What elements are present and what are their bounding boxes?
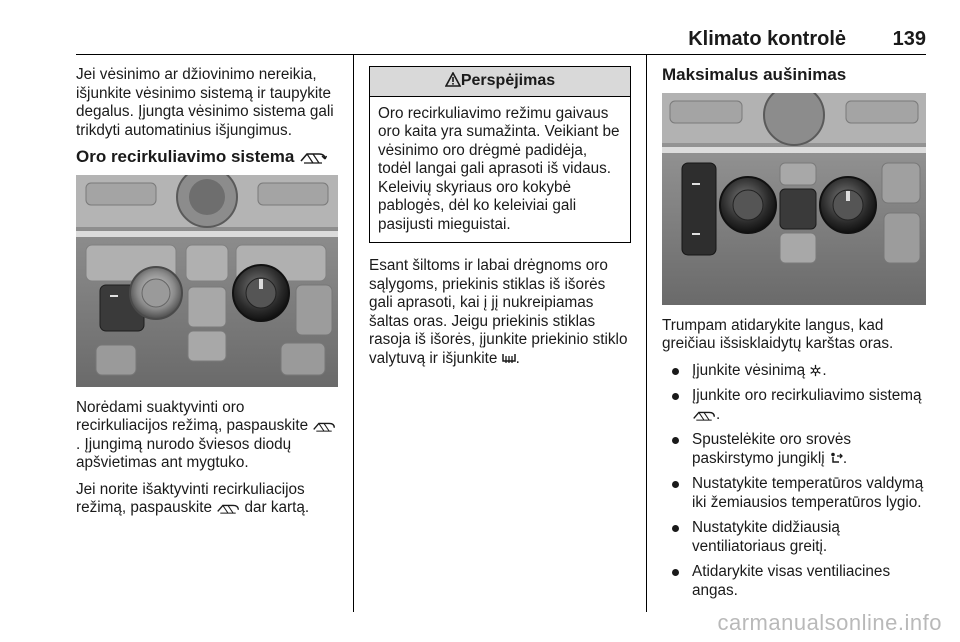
step-text-end: .	[842, 449, 848, 467]
list-item	[662, 387, 926, 424]
max-cooling-intro: Trumpam atidarykite langus, kad greičiau išsisklaidytų karštas oras.	[662, 316, 894, 352]
step-text: Nustatykite temperatūros valdymą iki žemiausios temperatūros lygio.	[692, 475, 924, 511]
step-text-end: .	[716, 405, 721, 423]
recirculation-icon	[299, 150, 327, 164]
climate-panel-photo	[76, 175, 338, 387]
step-text: Atidarykite visas ventiliacines angas.	[692, 563, 891, 599]
step-text: Įjunkite vėsinimą	[692, 361, 806, 379]
step-text: Įjunkite oro recirkuliavimo sistemą	[692, 387, 922, 404]
bullet-dot	[672, 393, 679, 400]
column-middle	[369, 66, 631, 376]
recirculation-icon	[216, 502, 240, 514]
step-text: Nustatykite didžiausią ventiliatoriaus greitį.	[692, 519, 840, 555]
warning-body: Oro recirkuliavimo režimu gaivaus oro kaita yra sumažinta. Veikiant be vėsinimo oro drėgmė padidėja, todėl langai gali aprasoti iš vidaus. Keleivių skyriaus oro kokybė pablogės, dėl ko keleiviai gali pasijusti mieguistai.	[378, 104, 620, 233]
deactivate-paragraph	[76, 481, 338, 518]
step-text: Spustelėkite oro srovės paskirstymo jungiklį	[692, 431, 851, 467]
column-right	[662, 66, 926, 607]
air-distribution-icon	[829, 452, 843, 465]
max-cooling-steps	[662, 362, 926, 601]
bullet-dot	[672, 481, 679, 488]
section-heading-recirculation	[76, 148, 338, 167]
intro-paragraph: Jei vėsinimo ar džiovinimo nereikia, išjunkite vėsinimo sistemą ir taupykite degalus. Įjungta vėsinimo sistema gali trikdyti automatinius išjungimus.	[76, 66, 334, 139]
warning-box	[369, 66, 631, 243]
fogging-paragraph	[369, 257, 631, 368]
list-item	[662, 475, 926, 512]
warning-title: Perspėjimas	[460, 72, 556, 89]
column-divider	[353, 54, 354, 612]
activate-text-b: . Įjungimą nurodo šviesos diodų apšvietimas ant mygtuko.	[76, 435, 292, 471]
list-item	[662, 431, 926, 468]
deactivate-text-b: dar kartą.	[244, 499, 310, 516]
climate-panel-photo-max-cooling	[662, 93, 926, 305]
deactivate-text-a: Jei norite išaktyvinti recirkuliacijos režimą, paspauskite	[76, 480, 305, 516]
activate-text-a: Norėdami suaktyvinti oro recirkuliacijos režimą, paspauskite	[76, 398, 309, 434]
section-heading-max-cooling: Maksimalus aušinimas	[662, 65, 847, 84]
list-item	[662, 563, 926, 600]
step-text-end: .	[822, 361, 827, 379]
snowflake-icon	[809, 364, 822, 377]
heading-text: Oro recirkuliavimo sistema	[76, 147, 295, 166]
watermark: carmanualsonline.info	[717, 610, 942, 635]
page-header	[76, 26, 926, 55]
bullet-dot	[672, 525, 679, 532]
activate-paragraph	[76, 399, 338, 473]
bullet-dot	[672, 569, 679, 576]
list-item	[662, 519, 926, 556]
recirculation-icon	[692, 409, 716, 421]
snowflake-windshield-icon	[502, 352, 516, 365]
bullet-dot	[672, 368, 679, 375]
warning-triangle-icon	[445, 72, 461, 87]
column-divider	[646, 54, 647, 612]
column-left	[76, 66, 338, 526]
list-item	[662, 362, 926, 381]
fogging-text-a: Esant šiltoms ir labai drėgnoms oro sąlygoms, priekinis stiklas iš išorės gali aprasoti, kai į jį nukreipiamas šaltas oras. Jeigu priekinis stiklas rasoja iš išorės, įjunkite priekinio stiklo valytuvą ir išjunkite	[369, 257, 628, 367]
bullet-dot	[672, 437, 679, 444]
fogging-text-b: .	[515, 349, 520, 367]
recirculation-icon	[312, 420, 336, 432]
warning-header	[370, 67, 630, 97]
page-title: Klimato kontrolė	[688, 28, 846, 50]
page-number: 139	[892, 28, 926, 50]
